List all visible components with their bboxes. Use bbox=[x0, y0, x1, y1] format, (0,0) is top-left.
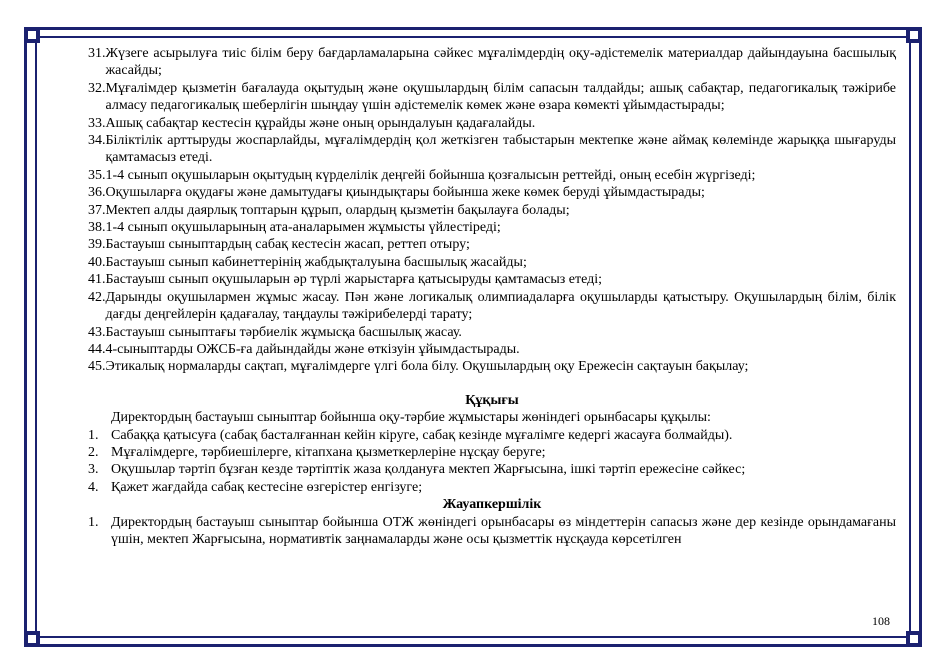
corner-ornament bbox=[906, 631, 922, 647]
item-number: 44. bbox=[88, 341, 106, 357]
item-number: 39. bbox=[88, 237, 106, 253]
item-number: 2. bbox=[88, 444, 99, 460]
list-item bbox=[88, 219, 896, 236]
item-text: Бастауыш сыныптардың сабақ кестесін жасап, реттеп отыру; bbox=[105, 237, 470, 253]
item-text: Біліктілік арттыруды жоспарлайды, мұғалімдердің қол жеткізген табыстарын мектепке және аймақ көлемінде жарыққа шығаруды қамтамасыз етеді. bbox=[105, 133, 896, 166]
list-item bbox=[88, 271, 896, 288]
item-text: Оқушыларға оқудағы және дамытудағы қиындықтары бойынша жеке көмек беруді ұйымдастырады; bbox=[105, 185, 705, 201]
item-text: Директордың бастауыш сыныптар бойынша ОТЖ жөніндегі орынбасары өз міндеттерін сапасыз және дер кезінде орындамағаны үшін, мектеп Жарғысына, нормативтік заңнамаларды және осы қызметтік нұсқауда көрсетілген bbox=[111, 514, 896, 547]
corner-ornament bbox=[24, 631, 40, 647]
item-number: 38. bbox=[88, 220, 106, 236]
item-number: 43. bbox=[88, 324, 106, 340]
list-item bbox=[88, 289, 896, 324]
list-item bbox=[88, 341, 896, 358]
item-number: 4. bbox=[88, 479, 99, 495]
list-item bbox=[88, 444, 896, 461]
responsibility-heading: Жауапкершілік bbox=[442, 497, 542, 513]
list-item bbox=[88, 479, 896, 496]
item-number: 33. bbox=[88, 115, 106, 131]
list-item bbox=[88, 132, 896, 167]
item-text: Дарынды оқушылармен жұмыс жасау. Пән және логикалық олимпиадаларға оқушыларды қатыстыру. Оқушылардың білім, білік дағды деңгейлерін қадағалау, таңдаулы тәжірибелерді тарату; bbox=[105, 289, 896, 323]
list-item bbox=[88, 427, 896, 444]
item-number: 1. bbox=[88, 427, 99, 443]
list-item bbox=[88, 236, 896, 253]
list-item bbox=[88, 167, 896, 184]
responsibility-list bbox=[88, 514, 896, 549]
item-text: 4-сыныптарды ОЖСБ-ға дайындайды және өткізуін ұйымдастырады. bbox=[105, 341, 520, 357]
duties-list bbox=[88, 45, 896, 376]
list-item bbox=[88, 202, 896, 219]
list-item bbox=[88, 254, 896, 271]
item-text: Бастауыш сыныптағы тәрбиелік жұмысқа басшылық жасау. bbox=[105, 324, 462, 340]
item-number: 45. bbox=[88, 359, 106, 375]
corner-ornament bbox=[24, 27, 40, 43]
item-text: Ашық сабақтар кестесін құрайды және оның орындалуын қадағалайды. bbox=[105, 115, 536, 131]
item-text: 1-4 сынып оқушыларының ата-аналарымен жұмысты үйлестіреді; bbox=[105, 220, 501, 236]
corner-ornament bbox=[906, 27, 922, 43]
item-text: Мектеп алды даярлық топтарын құрып, олардың қызметін бақылауға болады; bbox=[105, 202, 570, 218]
list-item bbox=[88, 358, 896, 375]
item-number: 36. bbox=[88, 185, 106, 201]
list-item bbox=[88, 80, 896, 115]
page-number: 108 bbox=[872, 614, 890, 628]
list-item bbox=[88, 45, 896, 80]
item-text: Оқушылар тәртіп бұзған кезде тәртіптік жаза қолдануға мектеп Жарғысына, ішкі тәртіп ережесіне сәйкес; bbox=[111, 462, 746, 478]
item-number: 1. bbox=[88, 514, 99, 530]
list-item bbox=[88, 115, 896, 132]
item-number: 40. bbox=[88, 254, 106, 270]
item-number: 42. bbox=[88, 289, 106, 305]
item-number: 35. bbox=[88, 167, 106, 183]
document-body bbox=[88, 45, 896, 548]
rights-heading: Құқығы bbox=[465, 392, 519, 408]
item-number: 41. bbox=[88, 272, 106, 288]
rights-list bbox=[88, 427, 896, 497]
item-text: Мұғалімдерге, тәрбиешілерге, кітапхана қызметкерлеріне нұсқау беруге; bbox=[111, 444, 546, 460]
item-text: Бастауыш сынып кабинеттерінің жабдықталуына басшылық жасайды; bbox=[105, 254, 527, 270]
item-number: 37. bbox=[88, 202, 106, 218]
item-text: Жүзеге асырылуға тиіс білім беру бағдарламаларына сәйкес мұғалімдердің оқу-әдістемелік материалдар дайындауына басшылық жасайды; bbox=[105, 46, 896, 79]
list-item bbox=[88, 514, 896, 549]
item-text: Бастауыш сынып оқушыларын әр түрлі жарыстарға қатысыруды қамтамасыз етеді; bbox=[105, 272, 603, 288]
item-text: 1-4 сынып оқушыларын оқытудың күрделілік деңгейі бойынша қозғалысын реттейді, оның есебін жүргізеді; bbox=[105, 167, 756, 183]
item-text: Қажет жағдайда сабақ кестесіне өзгерістер енгізуге; bbox=[111, 479, 423, 495]
list-item bbox=[88, 184, 896, 201]
item-number: 32. bbox=[88, 80, 106, 96]
rights-intro: Директордың бастауыш сыныптар бойынша оқу-тәрбие жұмыстары жөніндегі орынбасары құқылы: bbox=[111, 410, 711, 426]
item-number: 31. bbox=[88, 46, 106, 61]
list-item bbox=[88, 461, 896, 478]
item-text: Сабаққа қатысуға (сабақ басталғаннан кейін кіруге, сабақ кезінде мұғалімге кедергі жасауға болмайды). bbox=[111, 427, 733, 443]
item-text: Этикалық нормаларды сақтап, мұғалімдерге үлгі бола білу. Оқушылардың оқу Ережесін сақтауын бақылау; bbox=[105, 359, 749, 375]
item-text: Мұғалімдер қызметін бағалауда оқытудың және оқушылардың білім сапасын талдайды; ашық сабақтар, педагогикалық тәжірибе алмасу педагогикалық шеберлігін шыңдау үшін әдістемелік көмек және өзара көмекті ұйымдастырады; bbox=[105, 80, 896, 114]
item-number: 3. bbox=[88, 462, 99, 478]
list-item bbox=[88, 324, 896, 341]
item-number: 34. bbox=[88, 133, 106, 149]
